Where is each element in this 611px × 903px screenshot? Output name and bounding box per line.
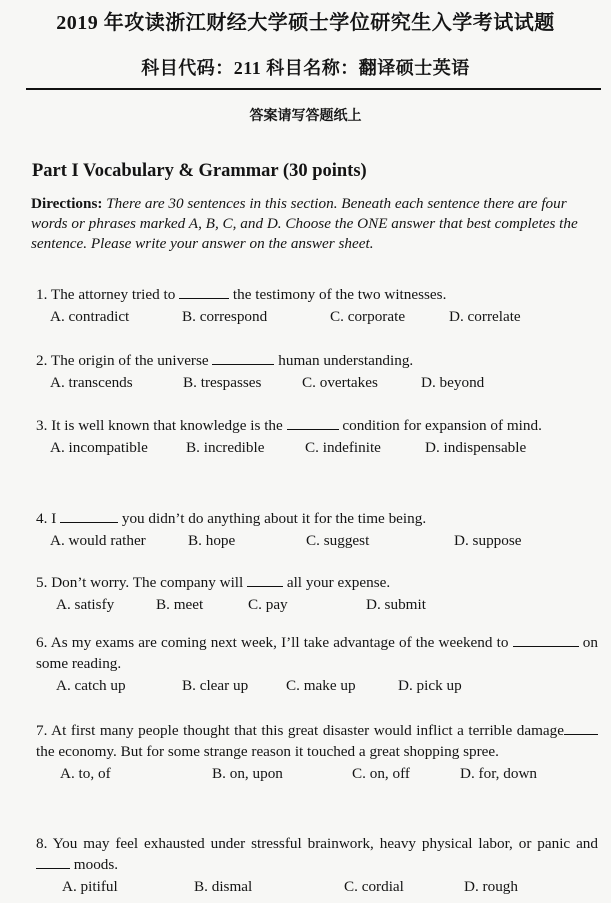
option-c: C. overtakes bbox=[302, 374, 378, 391]
option-d: D. suppose bbox=[454, 532, 522, 549]
question-5 bbox=[36, 572, 598, 616]
option-d: D. rough bbox=[464, 878, 518, 895]
option-d: D. beyond bbox=[421, 374, 485, 391]
question-6-stem: 6. As my exams are coming next week, I’ll take advantage of the weekend to bbox=[36, 634, 513, 651]
option-c: C. corporate bbox=[330, 308, 406, 325]
question-3 bbox=[36, 415, 598, 459]
question-4-stem-end: you didn’t do anything about it for the time being. bbox=[118, 510, 427, 527]
question-7-stem: 7. At first many people thought that this great disaster would inflict a terrible damage bbox=[36, 722, 564, 739]
answer-blank bbox=[36, 854, 70, 869]
question-2-options bbox=[36, 372, 598, 394]
option-d: D. indispensable bbox=[425, 439, 527, 456]
question-8-stem-end: moods. bbox=[70, 856, 119, 873]
answer-blank bbox=[179, 284, 229, 299]
option-c: C. pay bbox=[248, 596, 288, 613]
option-d: D. correlate bbox=[449, 308, 521, 325]
question-6-stem-end: on some reading. bbox=[36, 634, 598, 672]
answer-blank bbox=[60, 508, 118, 523]
option-a: A. catch up bbox=[56, 677, 126, 694]
answer-note: 答案请写答题纸上 bbox=[249, 109, 362, 124]
option-b: B. hope bbox=[188, 532, 236, 549]
question-5-options bbox=[36, 594, 598, 616]
option-c: C. on, off bbox=[352, 765, 410, 782]
question-6 bbox=[36, 632, 598, 697]
option-a: A. contradict bbox=[50, 308, 130, 325]
question-8-stem: 8. You may feel exhausted under stressful brainwork, heavy physical labor, or panic and bbox=[36, 835, 598, 852]
question-4 bbox=[36, 508, 598, 552]
question-2-stem-end: human understanding. bbox=[274, 352, 414, 369]
question-1 bbox=[36, 284, 598, 328]
question-5-stem: 5. Don’t worry. The company will bbox=[36, 574, 248, 591]
header-divider bbox=[26, 88, 601, 90]
option-b: B. trespasses bbox=[183, 374, 262, 391]
option-c: C. indefinite bbox=[305, 439, 381, 456]
option-a: A. satisfy bbox=[56, 596, 115, 613]
question-8-options bbox=[36, 876, 598, 898]
answer-blank bbox=[564, 720, 598, 735]
option-c: C. suggest bbox=[306, 532, 370, 549]
option-d: D. pick up bbox=[398, 677, 462, 694]
question-3-stem: 3. It is well known that knowledge is the bbox=[36, 417, 287, 434]
answer-blank bbox=[287, 415, 339, 430]
question-7-options bbox=[36, 763, 598, 785]
exam-subject: 科目代码：211 科目名称：翻译硕士英语 bbox=[141, 58, 470, 78]
question-4-options bbox=[36, 530, 598, 552]
question-7 bbox=[36, 720, 598, 785]
question-8 bbox=[36, 833, 598, 898]
answer-blank bbox=[513, 632, 579, 647]
option-a: A. transcends bbox=[50, 374, 133, 391]
directions-text: There are 30 sentences in this section. Beneath each sentence there are four words or phrases marked A, B, C, and D. Choose the ONE answer that best completes the sentence. Please write your answer on the answer sheet. bbox=[31, 195, 578, 252]
option-d: D. submit bbox=[366, 596, 426, 613]
option-a: A. would rather bbox=[50, 532, 146, 549]
question-6-options bbox=[36, 675, 598, 697]
option-b: B. meet bbox=[156, 596, 204, 613]
question-4-stem: 4. I bbox=[36, 510, 61, 527]
question-2-stem: 2. The origin of the universe bbox=[36, 352, 213, 369]
option-d: D. for, down bbox=[460, 765, 538, 782]
option-a: A. to, of bbox=[60, 765, 111, 782]
option-a: A. pitiful bbox=[62, 878, 118, 895]
option-b: B. dismal bbox=[194, 878, 253, 895]
directions bbox=[31, 194, 597, 254]
question-7-stem-end: the economy. But for some strange reason it touched a great shopping spree. bbox=[36, 743, 499, 760]
question-3-options bbox=[36, 437, 598, 459]
option-c: C. make up bbox=[286, 677, 356, 694]
option-b: B. on, upon bbox=[212, 765, 283, 782]
question-3-stem-end: condition for expansion of mind. bbox=[338, 417, 542, 434]
option-b: B. correspond bbox=[182, 308, 268, 325]
answer-blank bbox=[247, 572, 283, 587]
question-5-stem-end: all your expense. bbox=[283, 574, 391, 591]
answer-blank bbox=[212, 350, 274, 365]
question-1-stem: 1. The attorney tried to bbox=[36, 286, 180, 303]
question-1-options bbox=[36, 306, 598, 328]
directions-label: Directions: bbox=[31, 195, 103, 212]
section-title: Part I Vocabulary & Grammar (30 points) bbox=[32, 161, 367, 181]
option-a: A. incompatible bbox=[50, 439, 148, 456]
option-b: B. incredible bbox=[186, 439, 265, 456]
option-b: B. clear up bbox=[182, 677, 249, 694]
question-1-stem-end: the testimony of the two witnesses. bbox=[229, 286, 447, 303]
question-2 bbox=[36, 350, 598, 394]
option-c: C. cordial bbox=[344, 878, 404, 895]
exam-title: 2019 年攻读浙江财经大学硕士学位研究生入学考试试题 bbox=[56, 12, 555, 34]
